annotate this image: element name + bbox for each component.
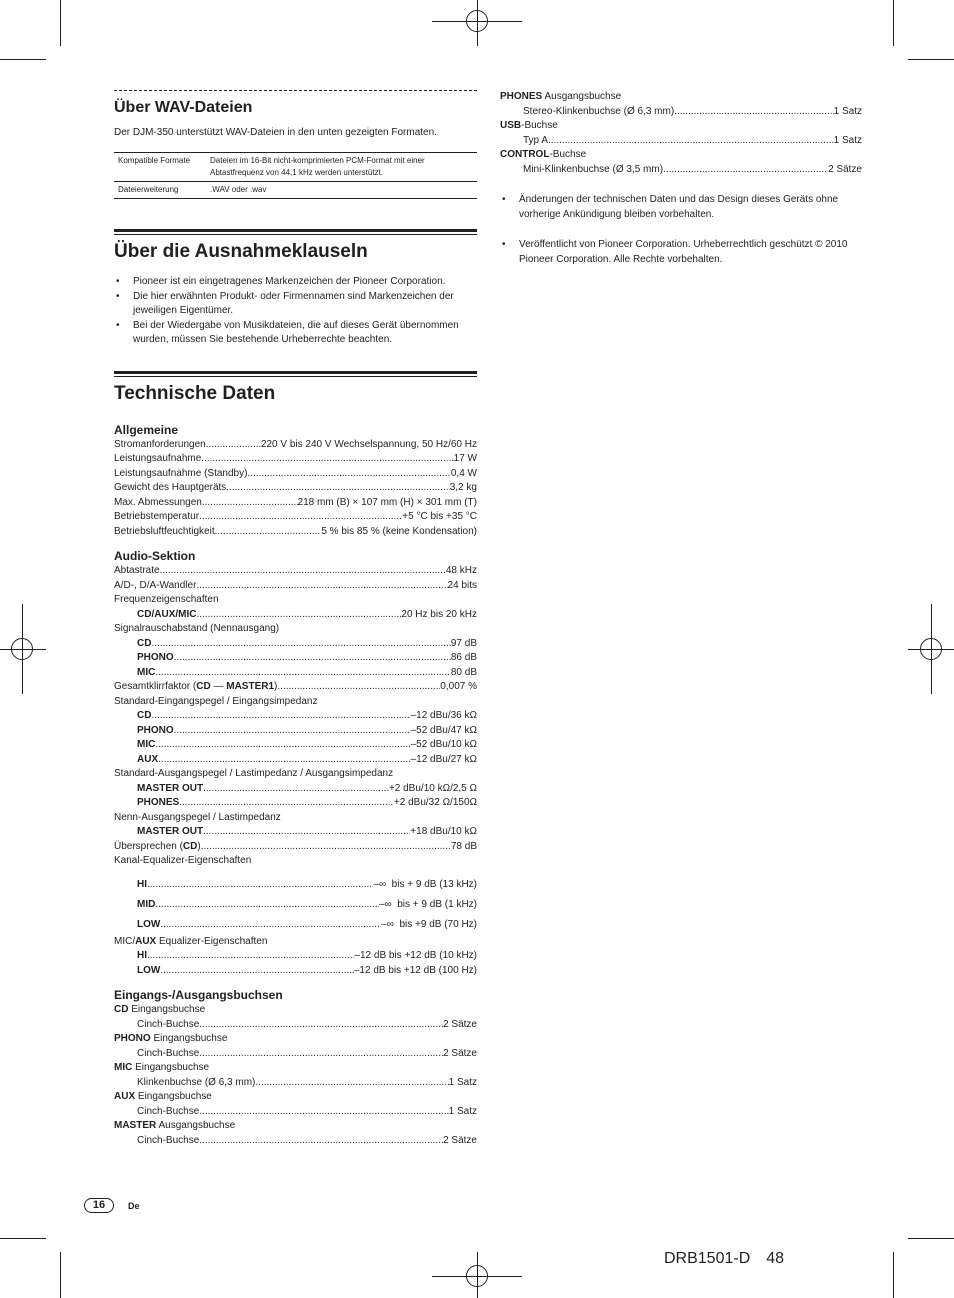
wav-format-table bbox=[114, 152, 477, 199]
spec-row: Stereo-Klinkenbuchse (Ø 6,3 mm) ..... 1 Satz bbox=[500, 105, 862, 120]
jack-heading: AUX Eingangsbuchse bbox=[114, 1091, 212, 1102]
spec-row: MIC ..... 80 dB bbox=[114, 666, 477, 681]
table-row bbox=[114, 153, 477, 182]
spec-row: MIC ..... –52 dBu/10 kΩ bbox=[114, 738, 477, 753]
jack-heading: MIC Eingangsbuchse bbox=[114, 1062, 210, 1073]
language-code: De bbox=[128, 1201, 140, 1211]
spec-row: PHONO ..... 86 dB bbox=[114, 651, 477, 666]
wav-section-title: Über WAV-Dateien bbox=[114, 99, 253, 116]
spec-row: HI ..... –∞ bis + 9 dB (13 kHz) bbox=[114, 875, 477, 895]
spec-row: Cinch-Buchse ..... 2 Sätze bbox=[114, 1018, 477, 1033]
document-code bbox=[664, 1250, 784, 1268]
spec-row: A/D-, D/A-Wandler ..... 24 bits bbox=[114, 579, 477, 594]
spec-row: MID ..... –∞ bis + 9 dB (1 kHz) bbox=[114, 895, 477, 915]
spec-row: MASTER OUT ..... +18 dBu/10 kΩ bbox=[114, 825, 477, 840]
spec-row: MASTER OUT ..... +2 dBu/10 kΩ/2,5 Ω bbox=[114, 782, 477, 797]
list-item: • Änderungen der technischen Daten und das Design dieses Geräts ohne vorherige Ankündigung bleiben vorbehalten. bbox=[500, 193, 862, 222]
spec-row: Cinch-Buchse ..... 2 Sätze bbox=[114, 1047, 477, 1062]
spec-row: HI ..... –12 dB bis +12 dB (10 kHz) bbox=[114, 949, 477, 964]
spec-heading: Frequenzeigenschaften bbox=[114, 594, 219, 605]
spec-row: PHONO ..... –52 dBu/47 kΩ bbox=[114, 724, 477, 739]
spec-row: PHONES ..... +2 dBu/32 Ω/150Ω bbox=[114, 796, 477, 811]
jack-heading: USB-Buchse bbox=[500, 120, 558, 131]
spec-row: Mini-Klinkenbuchse (Ø 3,5 mm) ..... 2 Sätze bbox=[500, 163, 862, 178]
crop-mark bbox=[908, 59, 954, 60]
jack-heading: PHONO Eingangsbuchse bbox=[114, 1033, 228, 1044]
table-cell-value: Dateien im 16-Bit nicht-komprimierten PCM-Format mit einer Abtastfrequenz von 44,1 kHz werden unterstützt. bbox=[206, 153, 477, 182]
spec-row: Klinkenbuchse (Ø 6,3 mm) ..... 1 Satz bbox=[114, 1076, 477, 1091]
left-column bbox=[114, 90, 477, 1148]
table-cell-value: .WAV oder .wav bbox=[206, 182, 477, 199]
crop-mark bbox=[60, 0, 61, 46]
notes-list bbox=[500, 193, 862, 267]
exceptions-list bbox=[114, 275, 477, 348]
spec-row: Cinch-Buchse ..... 2 Sätze bbox=[114, 1134, 477, 1149]
spec-row: AUX ..... –12 dBu/27 kΩ bbox=[114, 753, 477, 768]
exceptions-title: Über die Ausnahmeklauseln bbox=[114, 241, 368, 262]
spec-row: Leistungsaufnahme ..... 17 W bbox=[114, 452, 477, 467]
crop-mark bbox=[908, 1238, 954, 1239]
spec-heading: Kanal-Equalizer-Eigenschaften bbox=[114, 855, 252, 866]
spec-heading: Signalrauschabstand (Nennausgang) bbox=[114, 623, 280, 634]
spec-row: Max. Abmessungen ..... 218 mm (B) × 107 mm (H) × 301 mm (T) bbox=[114, 496, 477, 511]
list-item: • Bei der Wiedergabe von Musikdateien, die auf dieses Gerät übernommen wurden, müssen Sie bestehende Urheberrechte beachten. bbox=[114, 319, 477, 348]
section-divider bbox=[114, 371, 477, 377]
general-title: Allgemeine bbox=[114, 422, 179, 437]
general-specs bbox=[114, 438, 477, 540]
spec-row: CD/AUX/MIC ..... 20 Hz bis 20 kHz bbox=[114, 608, 477, 623]
section-divider bbox=[114, 90, 477, 91]
jack-heading: CD Eingangsbuchse bbox=[114, 1004, 206, 1015]
jacks-specs-continued bbox=[500, 90, 862, 177]
spec-row: Abtastrate ..... 48 kHz bbox=[114, 564, 477, 579]
audio-title: Audio-Sektion bbox=[114, 549, 196, 563]
page-number: 16 bbox=[84, 1198, 114, 1213]
spec-row: Cinch-Buchse ..... 1 Satz bbox=[114, 1105, 477, 1120]
jacks-specs bbox=[114, 1003, 477, 1148]
spec-row: LOW ..... –∞ bis +9 dB (70 Hz) bbox=[114, 915, 477, 935]
spec-heading: Nenn-Ausgangspegel / Lastimpedanz bbox=[114, 811, 281, 823]
crop-mark bbox=[0, 1238, 46, 1239]
spec-row: CD ..... 97 dB bbox=[114, 637, 477, 652]
spec-row: LOW ..... –12 dB bis +12 dB (100 Hz) bbox=[114, 964, 477, 979]
right-column bbox=[500, 90, 862, 267]
spec-row: Gewicht des Hauptgeräts ..... 3,2 kg bbox=[114, 481, 477, 496]
spec-row: Übersprechen ( CD ) ..... 78 dB bbox=[114, 840, 477, 855]
doc-id: DRB1501-D bbox=[664, 1250, 751, 1267]
spec-row: Typ A ..... 1 Satz bbox=[500, 134, 862, 149]
audio-specs bbox=[114, 564, 477, 978]
spec-heading: Standard-Ausgangspegel / Lastimpedanz / Ausgangsimpedanz bbox=[114, 768, 394, 779]
jack-heading: MASTER Ausgangsbuchse bbox=[114, 1120, 236, 1131]
jacks-title: Eingangs-/Ausgangsbuchsen bbox=[114, 988, 283, 1002]
spec-row: CD ..... –12 dBu/36 kΩ bbox=[114, 709, 477, 724]
table-cell-key: Kompatible Formate bbox=[114, 153, 206, 182]
wav-intro: Der DJM-350 unterstützt WAV-Dateien in den unten gezeigten Formaten. bbox=[114, 127, 437, 138]
crop-mark bbox=[60, 1252, 61, 1298]
spec-row: Betriebstemperatur ..... +5 °C bis +35 °C bbox=[114, 510, 477, 525]
table-row bbox=[114, 182, 477, 199]
spec-row: Betriebsluftfeuchtigkeit ..... 5 % bis 85 % (keine Kondensation) bbox=[114, 525, 477, 540]
specs-title: Technische Daten bbox=[114, 382, 276, 404]
list-item: • Veröffentlicht von Pioneer Corporation. Urheberrechtlich geschützt © 2010 Pioneer Corporation. Alle Rechte vorbehalten. bbox=[500, 238, 862, 267]
crop-mark bbox=[893, 1252, 894, 1298]
spec-row: Gesamtklirrfaktor ( CD — MASTER1 ) ..... 0,007 % bbox=[114, 680, 477, 695]
spec-heading: MIC/AUX Equalizer-Eigenschaften bbox=[114, 935, 268, 947]
list-item: • Pioneer ist ein eingetragenes Markenzeichen der Pioneer Corporation. bbox=[114, 275, 477, 290]
section-divider bbox=[114, 229, 477, 235]
spec-row: Stromanforderungen ..... 220 V bis 240 V Wechselspannung, 50 Hz/60 Hz bbox=[114, 438, 477, 453]
spec-heading: Standard-Eingangspegel / Eingangsimpedanz bbox=[114, 695, 318, 707]
spec-row: Leistungsaufnahme (Standby) ..... 0,4 W bbox=[114, 467, 477, 482]
table-cell-key: Dateierweiterung bbox=[114, 182, 206, 199]
jack-heading: PHONES Ausgangsbuchse bbox=[500, 91, 622, 102]
sheet-number: 48 bbox=[766, 1250, 785, 1267]
jack-heading: CONTROL-Buchse bbox=[500, 149, 587, 160]
crop-mark bbox=[893, 0, 894, 46]
list-item: • Die hier erwähnten Produkt- oder Firmennamen sind Markenzeichen der jeweiligen Eigentümer. bbox=[114, 290, 477, 319]
crop-mark bbox=[0, 59, 46, 60]
